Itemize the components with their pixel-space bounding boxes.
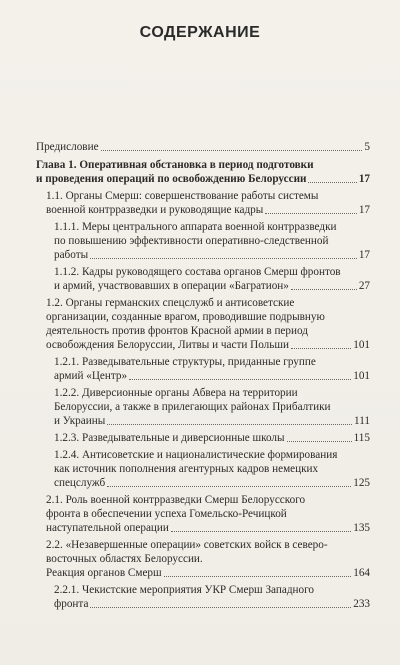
toc-entry-text: по повышению эффективности оперативно-следственной bbox=[54, 235, 329, 247]
toc-entry-text: армий «Центр» bbox=[54, 370, 128, 382]
dot-leader bbox=[265, 213, 357, 214]
page-number: 135 bbox=[353, 522, 370, 534]
toc-entry-text: 1.2. Органы германских спецслужб и антисоветские bbox=[46, 297, 295, 309]
toc-entry-text: и Украины bbox=[54, 415, 106, 427]
dot-leader bbox=[101, 150, 363, 151]
toc-entry bbox=[54, 431, 370, 445]
table-of-contents bbox=[36, 140, 370, 611]
toc-entry-text: 1.2.1. Разведывательные структуры, приданные группе bbox=[54, 356, 316, 368]
toc-entry-text: и проведения операций по освобождению Белоруссии bbox=[36, 173, 307, 185]
page-number: 17 bbox=[358, 204, 370, 216]
toc-entry-text: 2.1. Роль военной контрразведки Смерш Белорусского bbox=[46, 494, 306, 506]
toc-entry-text: 1.1.2. Кадры руководящего состава органов Смерш фронтов bbox=[54, 266, 341, 278]
toc-entry-text: освобождения Белоруссии, Литвы и части Польши bbox=[46, 339, 289, 351]
toc-entry-text: 1.2.2. Диверсионные органы Абвера на территории bbox=[54, 387, 298, 399]
toc-entry bbox=[54, 386, 370, 428]
toc-entry-text: 1.1. Органы Смерш: совершенствование работы системы bbox=[46, 190, 319, 202]
page-number: 125 bbox=[353, 477, 370, 489]
dot-leader bbox=[308, 182, 356, 183]
toc-chapter-entry bbox=[36, 158, 370, 186]
dot-leader bbox=[171, 531, 351, 532]
page-number: 115 bbox=[353, 432, 370, 444]
page-number: 5 bbox=[364, 141, 370, 153]
toc-entry bbox=[54, 265, 370, 293]
dot-leader bbox=[291, 348, 351, 349]
toc-entry-text: фронта в обеспечении успеха Гомельско-Речицкой bbox=[46, 508, 287, 520]
toc-entry-text: Глава 1. Оперативная обстановка в период подготовки bbox=[36, 159, 314, 171]
page-number: 164 bbox=[353, 567, 370, 579]
dot-leader bbox=[291, 289, 357, 290]
toc-entry bbox=[54, 448, 370, 490]
toc-entry-text: наступательной операции bbox=[46, 522, 169, 534]
toc-entry-text: 1.2.4. Антисоветские и националистические формирования bbox=[54, 449, 338, 461]
page-number: 27 bbox=[358, 280, 370, 292]
toc-entry bbox=[46, 296, 370, 352]
page-number: 233 bbox=[353, 598, 370, 610]
toc-entry-text: фронта bbox=[54, 598, 89, 610]
page-number: 17 bbox=[358, 249, 370, 261]
toc-entry-text: организации, созданные врагом, проводившие подрывную bbox=[46, 311, 325, 323]
toc-entry-text: Предисловие bbox=[36, 141, 99, 153]
dot-leader bbox=[164, 576, 352, 577]
toc-entry-text: и армий, участвовавших в операции «Багратион» bbox=[54, 280, 289, 292]
dot-leader bbox=[287, 441, 352, 442]
toc-entry bbox=[54, 355, 370, 383]
toc-entry-text: деятельность против фронтов Красной армии в период bbox=[46, 325, 308, 337]
page-number: 111 bbox=[354, 415, 370, 427]
toc-entry-text: как источник пополнения агентурных кадров немецких bbox=[54, 463, 319, 475]
toc-entry-text: военной контрразведки и руководящие кадры bbox=[46, 204, 264, 216]
toc-entry bbox=[54, 583, 370, 611]
toc-entry-text: Реакция органов Смерш bbox=[46, 567, 162, 579]
dot-leader bbox=[107, 424, 352, 425]
page-number: 101 bbox=[353, 370, 370, 382]
toc-entry-text: Белоруссии, а также в прилегающих районах Прибалтики bbox=[54, 401, 331, 413]
page-number: 17 bbox=[358, 173, 370, 185]
dot-leader bbox=[90, 607, 351, 608]
page-number: 101 bbox=[353, 339, 370, 351]
toc-entry bbox=[46, 493, 370, 535]
toc-entry-text: 1.2.3. Разведывательные и диверсионные школы bbox=[54, 432, 285, 444]
toc-entry-text: 2.2.1. Чекистские мероприятия УКР Смерш Западного bbox=[54, 584, 314, 596]
toc-entry bbox=[46, 189, 370, 217]
page-title: СОДЕРЖАНИЕ bbox=[139, 24, 261, 41]
toc-entry-text: 1.1.1. Меры центрального аппарата военной контрразведки bbox=[54, 221, 337, 233]
dot-leader bbox=[90, 258, 357, 259]
dot-leader bbox=[129, 379, 351, 380]
toc-entry bbox=[36, 140, 370, 154]
toc-entry-text: работы bbox=[54, 249, 89, 261]
toc-entry-text: восточных областях Белоруссии. bbox=[46, 553, 203, 565]
toc-entry bbox=[46, 538, 370, 580]
toc-entry-text: спецслужб bbox=[54, 477, 106, 489]
toc-entry bbox=[54, 220, 370, 262]
dot-leader bbox=[107, 486, 351, 487]
toc-entry-text: 2.2. «Незавершенные операции» советских войск в северо- bbox=[46, 539, 328, 551]
